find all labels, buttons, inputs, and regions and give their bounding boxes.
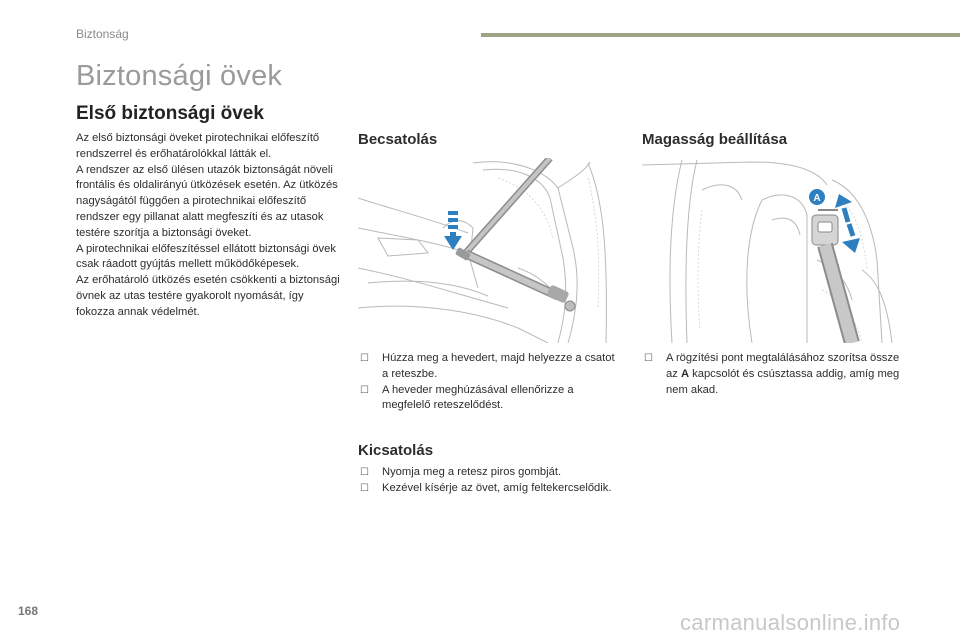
intro-paragraph: Az első biztonsági öveket pirotechnikai előfeszítő rendszerrel és erőhatárolókkal látták el. bbox=[76, 132, 320, 160]
checkbox-bullet-icon: ☐ bbox=[360, 353, 369, 364]
intro-paragraph: Az erőhatároló ütközés esetén csökkenti a biztonsági övnek az utas testére gyakorolt nyomását, így fokozza annak védelmét. bbox=[76, 274, 340, 318]
front-seatbelts-heading: Első biztonsági övek bbox=[76, 103, 264, 124]
list-item: ☐ Kezével kísérje az övet, amíg feltekercselődik. bbox=[358, 481, 618, 497]
list-item: ☐ Húzza meg a hevedert, majd helyezze a csatot a reteszbe. bbox=[360, 352, 615, 380]
height-adjust-heading: Magasság beállítása bbox=[642, 131, 788, 148]
unfasten-steps bbox=[358, 465, 618, 497]
intro-text bbox=[76, 131, 344, 321]
list-item: ☐ Nyomja meg a retesz piros gombját. bbox=[358, 465, 618, 481]
list-item: ☐ A heveder meghúzásával ellenőrizze a megfelelő reteszelődést. bbox=[360, 383, 574, 412]
intro-paragraph: A rendszer az első ülésen utazók biztonságát növeli frontális és oldalirányú ütközések esetén. Az ütközés nagyságától függően a pirotechnikai előfeszítő rendszer egy pillanat alatt megfeszíti és az utasok testére szorítja a biztonsági öveket. bbox=[76, 163, 338, 239]
intro-paragraph: A pirotechnikai előfeszítéssel ellátott biztonsági övek csak ráadott gyújtás mellett működőképesek. bbox=[76, 242, 336, 271]
section-label: Biztonság bbox=[76, 27, 129, 41]
checkbox-bullet-icon: ☐ bbox=[644, 353, 653, 364]
fasten-steps bbox=[358, 351, 618, 414]
height-adjust-steps bbox=[642, 351, 907, 398]
page-number: 168 bbox=[18, 604, 39, 618]
fasten-illustration bbox=[358, 158, 616, 343]
fasten-heading: Becsatolás bbox=[358, 131, 438, 148]
watermark: carmanualsonline.info bbox=[680, 610, 901, 635]
checkbox-bullet-icon: ☐ bbox=[360, 482, 369, 494]
page-title: Biztonsági övek bbox=[76, 60, 283, 92]
header-bar bbox=[481, 33, 960, 37]
checkbox-bullet-icon: ☐ bbox=[360, 467, 369, 478]
checkbox-bullet-icon: ☐ bbox=[360, 384, 369, 396]
switch-a-reference: A bbox=[680, 367, 690, 380]
list-item: ☐ A rögzítési pont megtalálásához szorítsa össze az A kapcsolót és csúsztassa addig, amíg meg nem akad. bbox=[644, 352, 900, 396]
unfasten-heading: Kicsatolás bbox=[358, 442, 434, 459]
height-adjust-illustration bbox=[642, 160, 904, 343]
callout-a-label: A bbox=[813, 193, 821, 204]
